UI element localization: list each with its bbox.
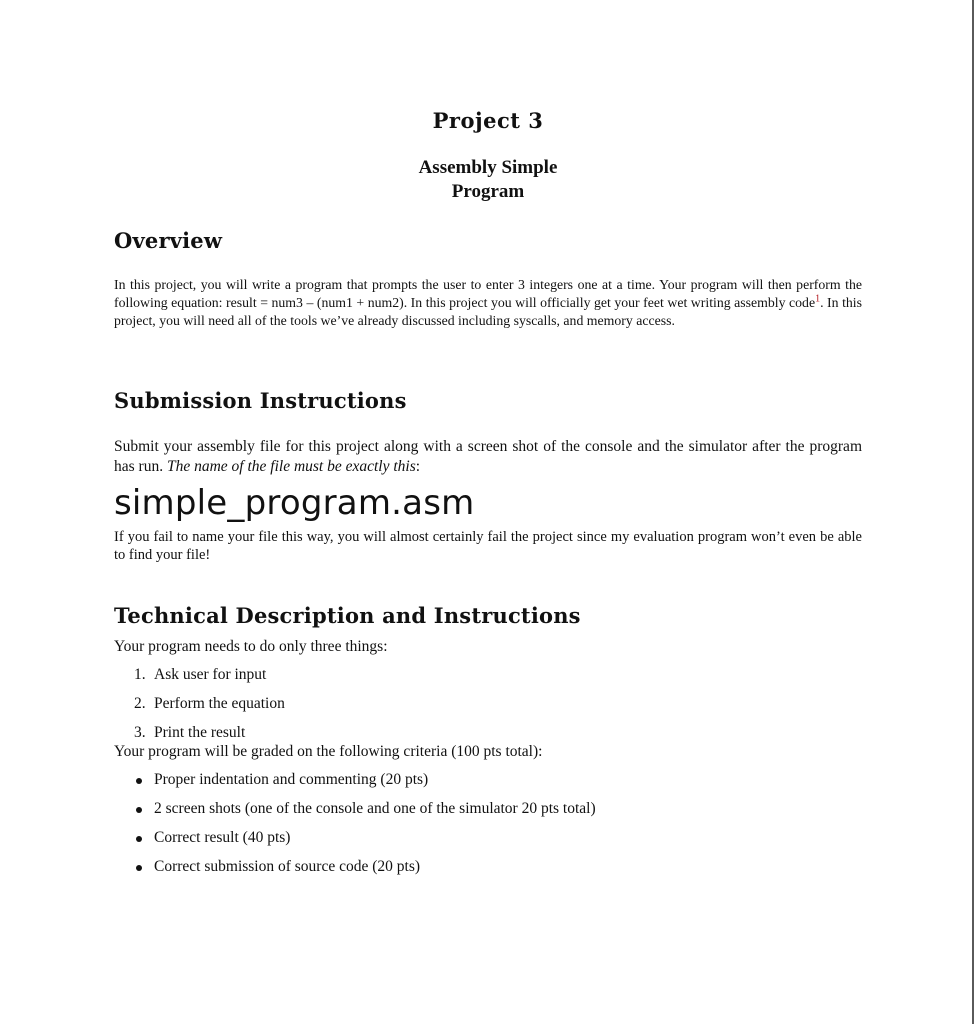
steps-list [134,665,285,743]
criteria-list [134,770,596,877]
document-title: Project 3 [432,108,544,133]
list-number: 1. [134,666,146,683]
list-item [134,723,285,743]
list-item [134,770,596,790]
list-item-text: Print the result [154,724,246,741]
list-item-text: Ask user for input [154,666,267,683]
footnote-link[interactable]: 1 [815,293,821,305]
subtitle-line-2: Program [451,181,525,202]
submission-heading: Submission Instructions [114,388,407,413]
list-number: 3. [134,724,146,741]
bullet-icon [136,807,142,813]
list-item-text: Proper indentation and commenting (20 pts) [154,771,429,788]
technical-intro: Your program needs to do only three things: [114,638,388,655]
page-edge-divider [972,0,974,1024]
criteria-intro: Your program will be graded on the following criteria (100 pts total): [114,743,543,760]
required-filename: simple_program.asm [114,483,475,523]
list-item [134,799,596,819]
bullet-icon [136,836,142,842]
document-subtitle [378,156,598,204]
list-item-text: Correct submission of source code (20 pts) [154,858,421,875]
submission-colon: : [415,458,421,475]
list-item [134,694,285,714]
overview-paragraph [114,276,862,330]
subtitle-line-1: Assembly Simple [418,157,558,178]
list-item [134,665,285,685]
bullet-icon [136,778,142,784]
submission-text: Submit your assembly file for this project along with a screen shot of the console and the simulator after the program has run. [114,438,862,475]
list-item-text: Correct result (40 pts) [154,829,291,846]
overview-heading: Overview [114,228,223,253]
submission-italic-text: The name of the file must be exactly this [166,458,416,475]
overview-text: In this project, you will write a program that prompts the user to enter 3 integers one at a time. Your program will then perform the following equation: result = num3 – (num1 + num2). In this project you will officially get your feet wet writing assembly code [114,277,862,310]
technical-heading: Technical Description and Instructions [114,603,581,628]
submission-paragraph [114,437,862,477]
submission-warning: If you fail to name your file this way, you will almost certainly fail the project since my evaluation program won’t even be able to find your file! [114,529,862,563]
list-item [134,828,596,848]
list-number: 2. [134,695,146,712]
list-item-text: 2 screen shots (one of the console and one of the simulator 20 pts total) [154,800,596,817]
bullet-icon [136,865,142,871]
list-item-text: Perform the equation [154,695,285,712]
list-item [134,857,596,877]
overview-text-continued: . In this project, you will need all of the tools we’ve already discussed including syscalls, and memory access. [114,295,863,328]
